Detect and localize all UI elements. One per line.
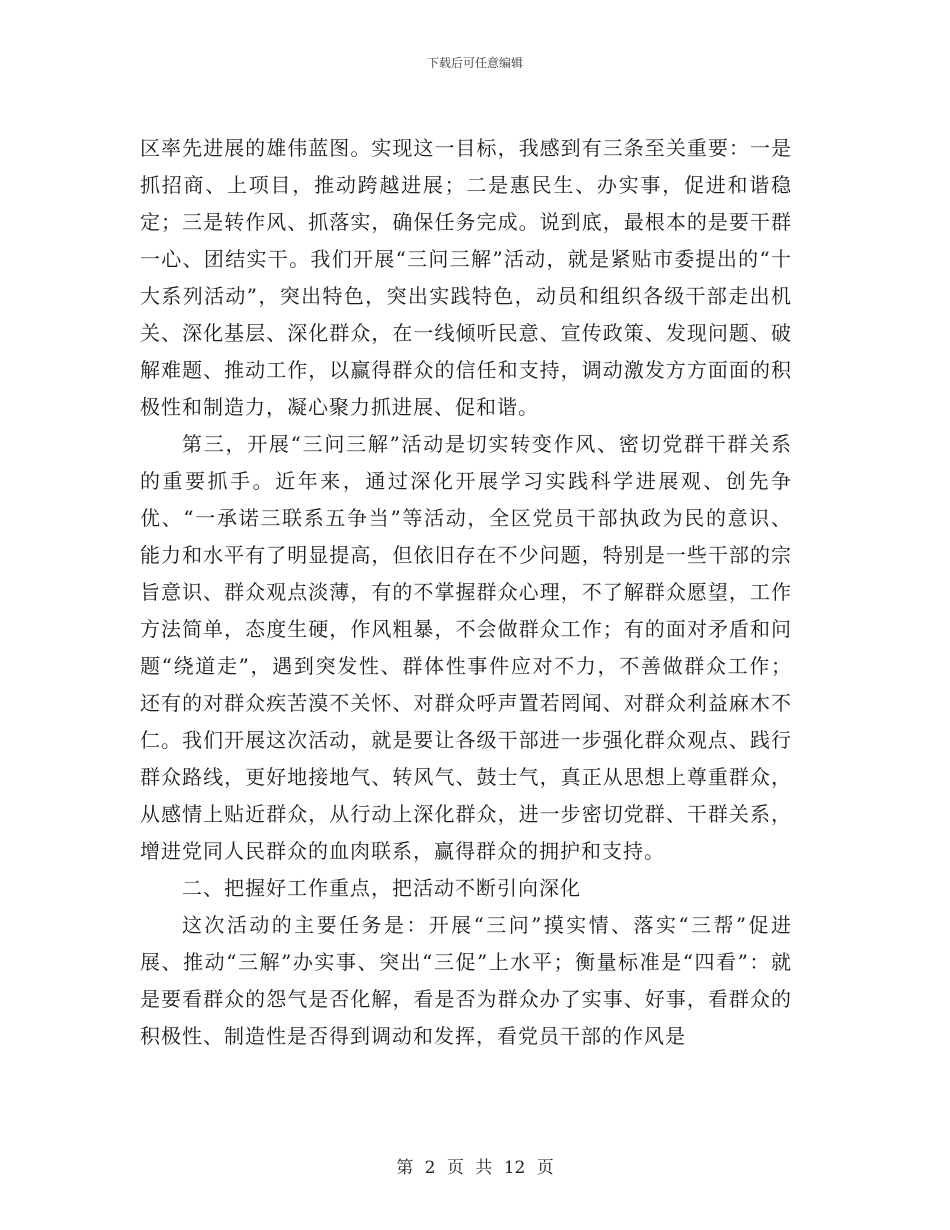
paragraph-third-point: 第三，开展“三问三解”活动是切实转变作风、密切党群干群关系的重要抓手。近年来，通过深化开展学习实践科学进展观、创先争优、“一承诺三联系五争当”等活动，全区党员干部执政为民的意识、能力和水平有了明显提高，但依旧存在不少问题，特别是一些干部的宗旨意识、群众观点淡薄，有的不掌握群众心理，不了解群众愿望，工作方法简单，态度生硬，作风粗暴，不会做群众工作；有的面对矛盾和问题“绕道走”，遇到突发性、群体性事件应对不力，不善做群众工作；还有的对群众疾苦漠不关怀、对群众呼声置若罔闻、对群众利益麻木不仁。我们开展这次活动，就是要让各级干部进一步强化群众观点、践行群众路线，更好地接地气、转风气、鼓士气，真正从思想上尊重群众，从感情上贴近群众，从行动上深化群众，进一步密切党群、干群关系，增进党同人民群众的血肉联系，赢得群众的拥护和支持。 <box>140 432 792 863</box>
page-number: 第 2 页 共 12 页 <box>396 1158 554 1178</box>
paragraph-main-tasks: 这次活动的主要任务是：开展“三问”摸实情、落实“三帮”促进展、推动“三解”办实事、突出“三促”上水平；衡量标准是“四看”：就是要看群众的怨气是否化解，看是否为群众办了实事、好事，看群众的积极性、制造性是否得到调动和发挥，看党员干部的作风是 <box>140 913 792 1048</box>
paragraph-continuation: 区率先进展的雄伟蓝图。实现这一目标，我感到有三条至关重要：一是抓招商、上项目，推动跨越进展；二是惠民生、办实事，促进和谐稳定；三是转作风、抓落实，确保任务完成。说到底，最根本的是要干群一心、团结实干。我们开展“三问三解”活动，就是紧贴市委提出的“十大系列活动”，突出特色，突出实践特色，动员和组织各级干部走出机关、深化基层、深化群众，在一线倾听民意、宣传政策、发现问题、破解难题、推动工作，以赢得群众的信任和支持，调动激发方方面面的积极性和制造力，凝心聚力抓进展、促和谐。 <box>140 136 792 419</box>
document-body <box>140 130 792 1055</box>
page-header-note: 下载后可任意编辑 <box>426 56 523 70</box>
section-heading: 二、把握好工作重点，把活动不断引向深化 <box>182 876 581 900</box>
